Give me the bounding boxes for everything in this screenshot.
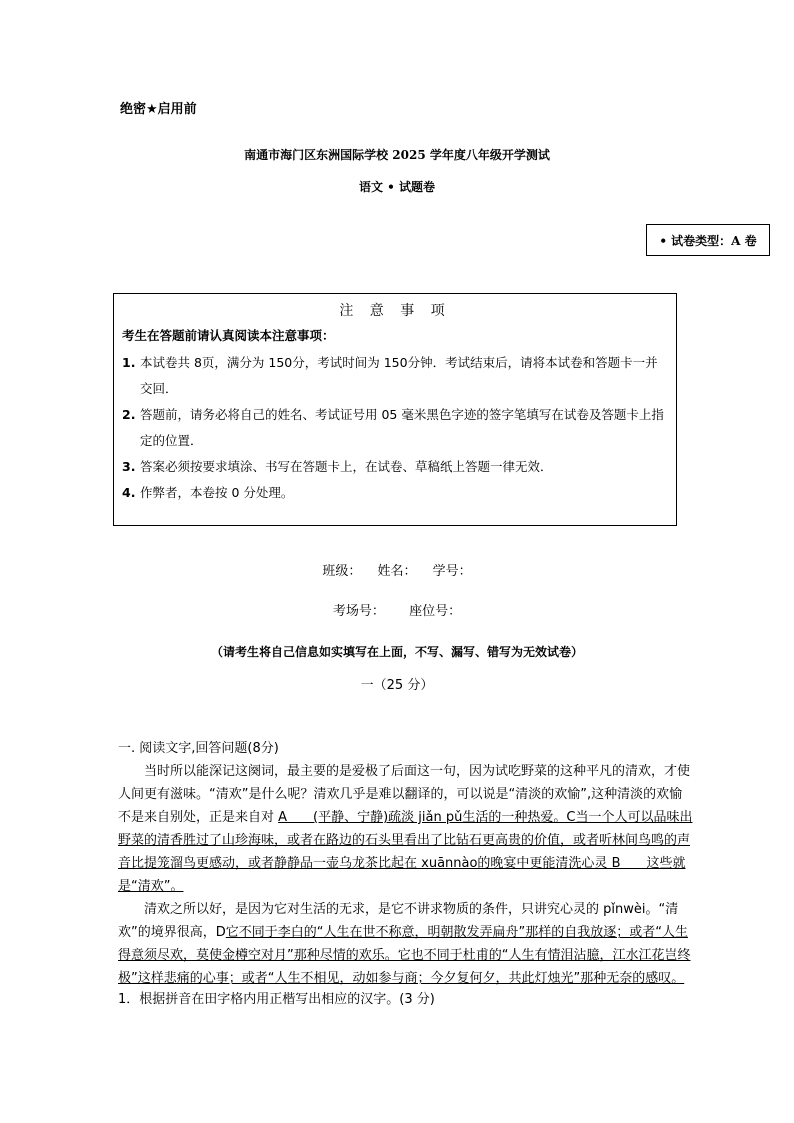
fill-in-reminder: （请考生将自己信息如实填写在上面，不写、漏写、错写为无效试卷） — [210, 645, 583, 659]
confidential-label: 绝密★启用前 — [120, 102, 197, 117]
passage-paragraph-1 — [118, 760, 693, 898]
notice-item — [122, 480, 668, 506]
class-label[interactable]: 班级： — [322, 564, 362, 579]
passage-underlined-text: A＿＿(平静、宁静)疏淡 jiǎn pǔ生活的一种热爱。C当一个人可以品味出野菜的清香胜过了山珍海味，或者在路边的石头里看出了比钻石更高贵的价值，或者听林间鸟鸣的声音比提笼溜鸟更感动，或者静静品一壶乌龙茶比起在 xuānnào的晚宴中更能清洗心灵 B＿＿这些就是“清欢”。 — [118, 810, 693, 894]
passage-text: 清欢之所以好，是因为它对生活的无求，是它不讲求物质的条件，只讲究心灵的 pǐnwèi。“清欢”的境界很高，D — [118, 902, 679, 940]
student-info-row-2 — [0, 600, 794, 619]
passage-underlined-text: 它不同于李白的“人生在世不称意，明朝散发弄扁舟”那样的自我放逐；或者“人生得意须尽欢，莫使金樽空对月”那种尽情的欢乐。它也不同于杜甫的“人生有情泪沾臆，江水江花岂终极”这样悲痛的心事；或者“人生不相见，动如参与商；今夕复何夕，共此灯烛光”那种无奈的感叹。 — [118, 925, 691, 986]
section-heading: 一（25 分） — [360, 678, 434, 693]
paper-type-box — [646, 224, 770, 256]
notice-box — [113, 293, 677, 526]
notice-item — [122, 350, 668, 402]
notice-item — [122, 402, 668, 454]
notice-intro: 考生在答题前请认真阅读本注意事项： — [122, 328, 335, 343]
name-label[interactable]: 姓名： — [377, 564, 417, 579]
exam-room-label[interactable]: 考场号： — [332, 604, 385, 619]
subject-title: 语文 • 试题卷 — [358, 180, 436, 194]
notice-item-number: 2. — [122, 407, 136, 422]
question-1: 1．根据拼音在田字格内用正楷写出相应的汉字。(3 分) — [118, 992, 435, 1007]
reading-passage — [118, 737, 693, 990]
notice-item-text: 答题前，请务必将自己的姓名、考试证号用 05 毫米黑色字迹的签字笔填写在试卷及答题卡上指定的位置． — [140, 407, 664, 448]
notice-item-number: 4. — [122, 485, 136, 500]
student-id-label[interactable]: 学号： — [432, 564, 472, 579]
notice-item-text: 本试卷共 8页，满分为 150分，考试时间为 150分钟．考试结束后，请将本试卷和答题卡一并交回． — [140, 355, 658, 396]
paper-type-label: • 试卷类型：A 卷 — [659, 233, 757, 248]
notice-item-text: 作弊者，本卷按 0 分处理。 — [140, 485, 294, 500]
notice-item-number: 3. — [122, 459, 136, 474]
passage-paragraph-2 — [118, 898, 693, 990]
notice-item — [122, 454, 668, 480]
notice-item-number: 1. — [122, 355, 136, 370]
passage-heading: 一. 阅读文字,回答问题(8分) — [118, 741, 279, 756]
notice-item-text: 答案必须按要求填涂、书写在答题卡上，在试卷、草稿纸上答题一律无效． — [140, 459, 553, 474]
student-info-row-1 — [0, 560, 794, 579]
passage-text: 当时所以能深记这阕词，最主要的是爱极了后面这一句，因为试吃野菜的这种平凡的清欢，才使人间更有滋味。“清欢”是什么呢？清欢几乎是难以翻译的，可以说是“清淡的欢愉”,这种清淡的欢愉不是来自别处，正是来自对 — [118, 764, 691, 825]
school-title: 南通市海门区东洲国际学校 2025 学年度八年级开学测试 — [244, 148, 550, 162]
seat-number-label[interactable]: 座位号： — [409, 604, 462, 619]
notice-title: 注 意 事 项 — [339, 303, 451, 319]
